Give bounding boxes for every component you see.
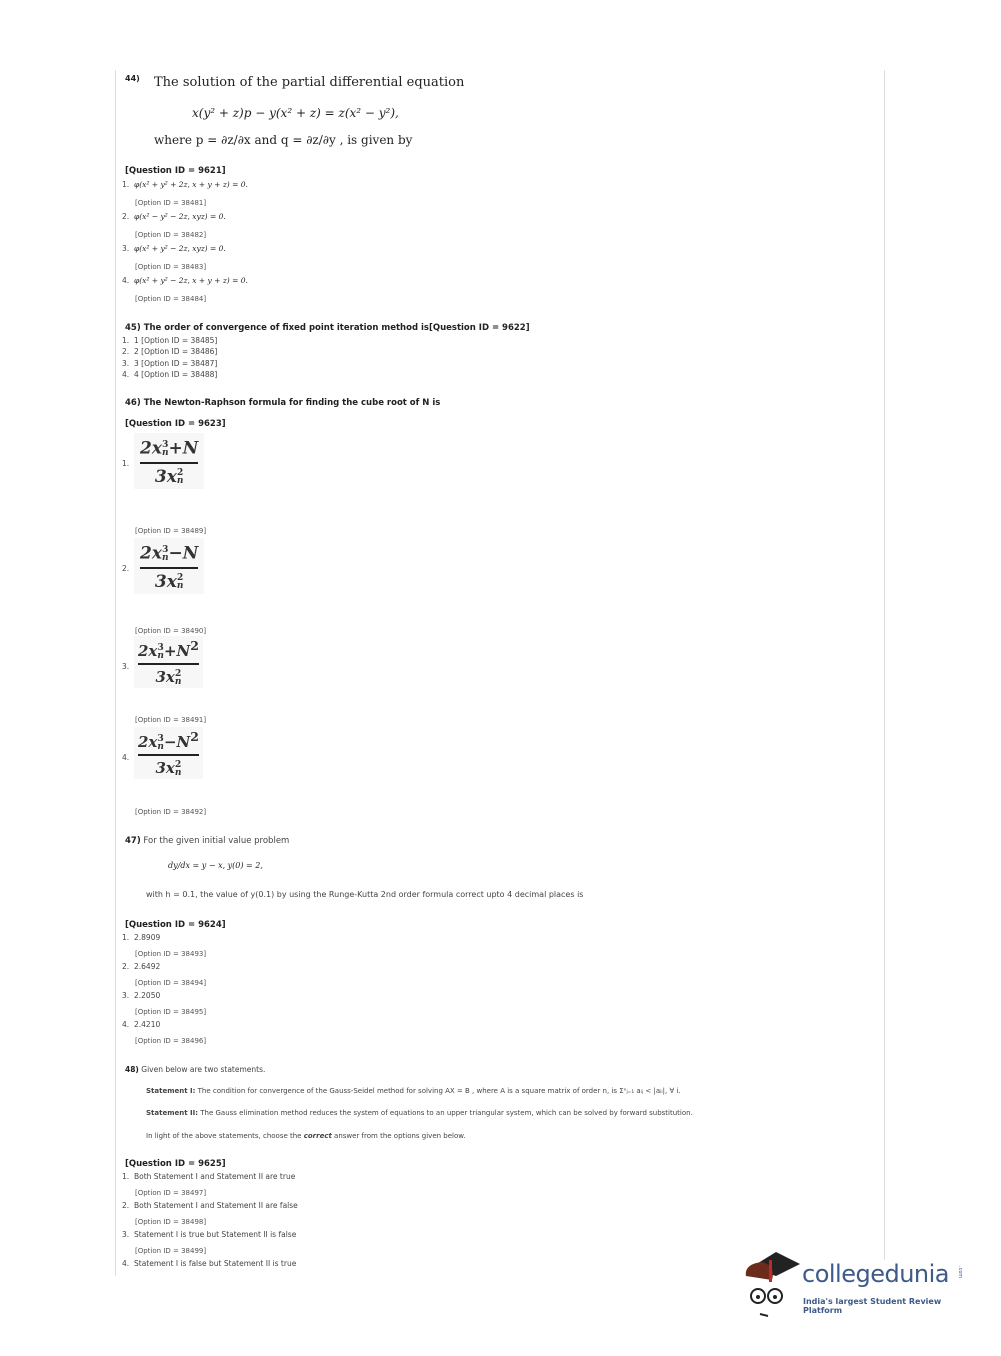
option-text: 1 [Option ID = 38485] bbox=[134, 336, 218, 345]
num-term: 2x bbox=[140, 543, 162, 564]
option-number: 1. bbox=[122, 459, 130, 468]
exponent: 3 bbox=[157, 734, 164, 744]
fraction-bar bbox=[138, 754, 199, 756]
option-number: 2. bbox=[122, 1201, 130, 1210]
fraction-bar bbox=[140, 462, 198, 464]
option-id: [Option ID = 38494] bbox=[135, 979, 207, 987]
subscript: n bbox=[174, 768, 182, 778]
option-id: [Option ID = 38489] bbox=[135, 527, 207, 535]
option-number: 1. bbox=[122, 180, 130, 189]
option-number: 4. bbox=[122, 370, 130, 379]
exponent-stack bbox=[177, 574, 184, 590]
q48-statement-2 bbox=[146, 1109, 693, 1117]
logo-wordmark: collegedunia bbox=[802, 1260, 950, 1288]
num-op: −N bbox=[168, 543, 199, 564]
option-number: 3. bbox=[122, 991, 130, 1000]
num-op: −N bbox=[163, 733, 191, 751]
option-id: [Option ID = 38484] bbox=[135, 295, 207, 303]
collegedunia-logo bbox=[742, 1250, 972, 1320]
subscript: n bbox=[174, 677, 182, 687]
option-text: 2.4210 bbox=[134, 1020, 161, 1029]
option-number: 4. bbox=[122, 276, 130, 285]
fraction-bar bbox=[140, 567, 198, 569]
instruction-emphasis: correct bbox=[303, 1132, 332, 1140]
option-number: 4. bbox=[122, 753, 130, 762]
mascot-icon bbox=[742, 1250, 800, 1320]
option-id: [Option ID = 38498] bbox=[135, 1218, 207, 1226]
option-number: 3. bbox=[122, 1230, 130, 1239]
num-power: 2 bbox=[190, 638, 199, 653]
subscript: n bbox=[157, 651, 164, 661]
numerator bbox=[140, 435, 198, 459]
option-id: [Option ID = 38496] bbox=[135, 1037, 207, 1045]
option-number: 4. bbox=[122, 1020, 130, 1029]
option-text: φ(x² + y² − 2z, xyz) = 0. bbox=[134, 244, 226, 253]
q47-equation: dy/dx = y − x, y(0) = 2, bbox=[168, 861, 263, 870]
formula-fraction bbox=[134, 636, 203, 688]
option-text: 2 [Option ID = 38486] bbox=[134, 347, 218, 356]
option-number: 3. bbox=[122, 244, 130, 253]
subscript: n bbox=[176, 581, 184, 592]
q48-instruction bbox=[146, 1132, 466, 1140]
q46-question-id: [Question ID = 9623] bbox=[125, 419, 226, 429]
q47-text bbox=[125, 836, 289, 846]
right-margin-line bbox=[884, 70, 885, 1260]
q45-number: 45) bbox=[125, 323, 141, 333]
option-text: φ(x² + y² + 2z, x + y + z) = 0. bbox=[134, 180, 248, 189]
num-term: 2x bbox=[140, 438, 162, 459]
q47-with: with h = 0.1, the value of y(0.1) by using the Runge-Kutta 2nd order formula correct upto 4 decimal places is bbox=[146, 890, 584, 899]
q47-number: 47) bbox=[125, 836, 141, 846]
q48-statement-1 bbox=[146, 1087, 681, 1095]
option-number: 3. bbox=[122, 359, 130, 368]
q48-question: Given below are two statements. bbox=[141, 1065, 266, 1074]
q48-number: 48) bbox=[125, 1065, 139, 1074]
q44-text: The solution of the partial differential equation bbox=[154, 75, 465, 90]
statement-1-label: Statement I: bbox=[146, 1087, 196, 1095]
option-number: 2. bbox=[122, 564, 130, 573]
option-number: 1. bbox=[122, 1172, 130, 1181]
q44-equation: x(y² + z)p − y(x² + z) = z(x² − y²), bbox=[192, 106, 399, 120]
exponent: 2 bbox=[175, 760, 182, 770]
q47-question-id: [Question ID = 9624] bbox=[125, 920, 226, 930]
num-op: +N bbox=[163, 642, 191, 660]
denominator bbox=[155, 572, 184, 592]
option-id: [Option ID = 38483] bbox=[135, 263, 207, 271]
exponent: 2 bbox=[177, 468, 184, 479]
subscript: n bbox=[161, 553, 169, 564]
exponent: 3 bbox=[162, 440, 169, 451]
numerator bbox=[138, 729, 199, 751]
logo-com: .com bbox=[957, 1266, 963, 1279]
q45-question: The order of convergence of fixed point iteration method is[Question ID = 9622] bbox=[143, 323, 530, 333]
option-text: 2.2050 bbox=[134, 991, 161, 1000]
option-text: φ(x² − y² − 2z, xyz) = 0. bbox=[134, 212, 226, 221]
statement-2-text: The Gauss elimination method reduces the system of equations to an upper triangular system, which can be solved by forward substitution. bbox=[198, 1109, 693, 1117]
num-term: 2x bbox=[138, 642, 158, 660]
option-number: 3. bbox=[122, 662, 130, 671]
option-text: Statement I is false but Statement II is true bbox=[134, 1259, 297, 1268]
q46-number: 46) bbox=[125, 398, 141, 408]
logo-tagline: India's largest Student Review Platform bbox=[803, 1297, 942, 1315]
option-id: [Option ID = 38497] bbox=[135, 1189, 207, 1197]
denominator bbox=[155, 759, 181, 777]
exponent-stack bbox=[175, 670, 182, 686]
num-op: +N bbox=[168, 438, 199, 459]
option-number: 1. bbox=[122, 933, 130, 942]
subscript: n bbox=[176, 476, 184, 487]
subscript: n bbox=[157, 742, 164, 752]
option-number: 2. bbox=[122, 347, 130, 356]
q44-number: 44) bbox=[125, 74, 140, 83]
option-id: [Option ID = 38481] bbox=[135, 199, 207, 207]
formula-fraction bbox=[134, 538, 204, 594]
subscript: n bbox=[161, 448, 169, 459]
option-number: 4. bbox=[122, 1259, 130, 1268]
statement-1-text: The condition for convergence of the Gauss-Seidel method for solving AX = B , where A is a square matrix of order n, is Σⁿⱼ₌₁ aᵢⱼ < |aᵢᵢ|, ∀ i. bbox=[195, 1087, 681, 1095]
option-text: 2.8909 bbox=[134, 933, 161, 942]
exponent-stack bbox=[177, 469, 184, 485]
exponent: 3 bbox=[162, 545, 169, 556]
formula-fraction bbox=[134, 727, 203, 779]
exponent: 2 bbox=[177, 573, 184, 584]
numerator bbox=[140, 540, 198, 564]
q48-text bbox=[125, 1065, 265, 1074]
option-text: Both Statement I and Statement II are true bbox=[134, 1172, 296, 1181]
exponent: 3 bbox=[157, 643, 164, 653]
option-id: [Option ID = 38491] bbox=[135, 716, 207, 724]
denominator bbox=[155, 668, 181, 686]
option-text: 3 [Option ID = 38487] bbox=[134, 359, 218, 368]
den-term: 3x bbox=[155, 759, 175, 777]
option-id: [Option ID = 38493] bbox=[135, 950, 207, 958]
q45-text bbox=[125, 323, 530, 333]
statement-2-label: Statement II: bbox=[146, 1109, 199, 1117]
option-text: Statement I is true but Statement II is false bbox=[134, 1230, 297, 1239]
q48-question-id: [Question ID = 9625] bbox=[125, 1159, 226, 1169]
option-id: [Option ID = 38495] bbox=[135, 1008, 207, 1016]
option-id: [Option ID = 38499] bbox=[135, 1247, 207, 1255]
option-text: 2.6492 bbox=[134, 962, 161, 971]
num-power: 2 bbox=[190, 729, 199, 744]
option-id: [Option ID = 38490] bbox=[135, 627, 207, 635]
option-text: 4 [Option ID = 38488] bbox=[134, 370, 218, 379]
den-term: 3x bbox=[154, 466, 177, 487]
option-text: φ(x² + y² − 2z, x + y + z) = 0. bbox=[134, 276, 248, 285]
left-margin-line bbox=[115, 70, 116, 1276]
den-term: 3x bbox=[154, 571, 177, 592]
q46-text bbox=[125, 398, 440, 408]
option-number: 2. bbox=[122, 212, 130, 221]
option-text: Both Statement I and Statement II are false bbox=[134, 1201, 298, 1210]
q46-question: The Newton-Raphson formula for finding the cube root of N is bbox=[143, 398, 441, 408]
q44-where: where p = ∂z/∂x and q = ∂z/∂y , is given by bbox=[154, 133, 413, 147]
formula-fraction bbox=[134, 433, 204, 489]
exponent-stack bbox=[175, 761, 182, 777]
instruction-c: answer from the options given below. bbox=[331, 1132, 466, 1140]
option-number: 2. bbox=[122, 962, 130, 971]
num-term: 2x bbox=[138, 733, 158, 751]
den-term: 3x bbox=[155, 668, 175, 686]
option-id: [Option ID = 38492] bbox=[135, 808, 207, 816]
q47-question: For the given initial value problem bbox=[143, 836, 290, 846]
fraction-bar bbox=[138, 663, 199, 665]
numerator bbox=[138, 638, 199, 660]
option-id: [Option ID = 38482] bbox=[135, 231, 207, 239]
denominator bbox=[155, 467, 184, 487]
exponent: 2 bbox=[175, 669, 182, 679]
instruction-a: In light of the above statements, choose the bbox=[146, 1132, 304, 1140]
q44-question-id: [Question ID = 9621] bbox=[125, 166, 226, 176]
option-number: 1. bbox=[122, 336, 130, 345]
